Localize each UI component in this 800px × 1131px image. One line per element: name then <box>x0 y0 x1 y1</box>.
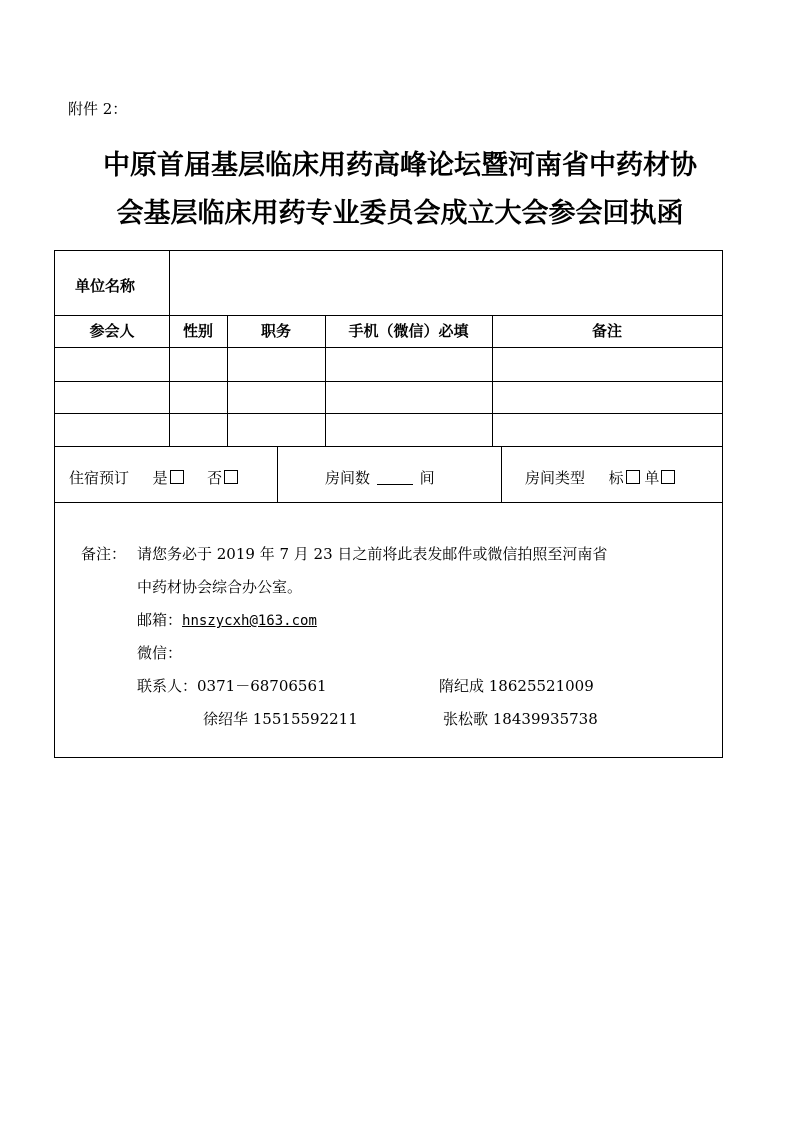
position-cell[interactable] <box>228 348 324 380</box>
column-header-phone: 手机（微信）必填 <box>348 322 469 340</box>
attendee-cell[interactable] <box>56 414 168 445</box>
notes-line-1: 请您务必于 2019 年 7 月 23 日之前将此表发邮件或微信拍照至河南省 <box>137 545 608 563</box>
form-divider <box>55 502 722 503</box>
registration-form <box>54 250 723 758</box>
contact-zhang: 张松歌 18439935738 <box>443 710 598 728</box>
email-row <box>137 609 317 630</box>
column-header-attendee: 参会人 <box>89 322 135 340</box>
lodging-no-checkbox[interactable] <box>224 470 238 484</box>
room-type-single-option[interactable] <box>644 469 675 487</box>
column-header-gender: 性别 <box>182 322 213 340</box>
lodging-yes-label: 是 <box>152 469 168 487</box>
form-divider <box>55 446 722 447</box>
room-type-label: 房间类型 <box>525 469 586 487</box>
table-row <box>55 414 722 445</box>
page-title-line-2: 会基层临床用药专业委员会成立大会参会回执函 <box>116 198 684 229</box>
unit-name-field[interactable] <box>171 252 721 314</box>
contact-label-row <box>137 675 327 696</box>
form-divider <box>169 251 170 315</box>
contact-xu: 徐绍华 15515592211 <box>203 710 358 728</box>
lodging-no-label: 否 <box>207 469 223 487</box>
form-divider <box>277 446 278 502</box>
lodging-yes-option[interactable] <box>153 469 184 487</box>
contact-label: 联系人： <box>137 677 198 695</box>
notes-line-2: 中药材协会综合办公室。 <box>137 578 303 596</box>
remarks-cell[interactable] <box>493 382 721 412</box>
gender-cell[interactable] <box>170 414 226 445</box>
room-count-label: 房间数 <box>325 469 371 487</box>
lodging-yes-checkbox[interactable] <box>170 470 184 484</box>
email-label: 邮箱： <box>137 611 183 629</box>
table-row <box>55 382 722 412</box>
wechat-label: 微信： <box>137 644 183 662</box>
attendee-cell[interactable] <box>56 348 168 380</box>
position-cell[interactable] <box>228 414 324 445</box>
column-header-remarks: 备注 <box>591 322 622 340</box>
room-count-unit: 间 <box>419 469 435 487</box>
page-title-line-1: 中原首届基层临床用药高峰论坛暨河南省中药材协 <box>103 150 697 181</box>
form-divider <box>501 446 502 502</box>
room-count-group <box>325 467 435 488</box>
room-type-single-label: 单 <box>644 469 660 487</box>
attachment-label: 附件 2： <box>68 100 128 118</box>
gender-cell[interactable] <box>170 348 226 380</box>
phone-cell[interactable] <box>326 348 491 380</box>
position-cell[interactable] <box>228 382 324 412</box>
remarks-cell[interactable] <box>493 414 721 445</box>
room-type-standard-label: 标 <box>608 469 624 487</box>
email-link[interactable]: hnszycxh@163.com <box>182 613 317 629</box>
room-type-group <box>525 467 675 488</box>
phone-cell[interactable] <box>326 382 491 412</box>
room-count-field[interactable] <box>377 470 413 485</box>
attendee-cell[interactable] <box>56 382 168 412</box>
notes-label: 备注： <box>81 545 127 563</box>
column-header-position: 职务 <box>260 322 291 340</box>
contact-sui: 隋纪成 18625521009 <box>439 677 594 695</box>
lodging-group <box>69 467 238 488</box>
room-type-single-checkbox[interactable] <box>661 470 675 484</box>
phone-cell[interactable] <box>326 414 491 445</box>
remarks-cell[interactable] <box>493 348 721 380</box>
contact-phone: 0371－68706561 <box>197 677 327 695</box>
room-type-standard-checkbox[interactable] <box>626 470 640 484</box>
lodging-label: 住宿预订 <box>69 469 130 487</box>
unit-name-label: 单位名称 <box>75 277 136 295</box>
lodging-no-option[interactable] <box>207 469 238 487</box>
table-row <box>55 348 722 380</box>
room-type-standard-option[interactable] <box>609 469 640 487</box>
gender-cell[interactable] <box>170 382 226 412</box>
